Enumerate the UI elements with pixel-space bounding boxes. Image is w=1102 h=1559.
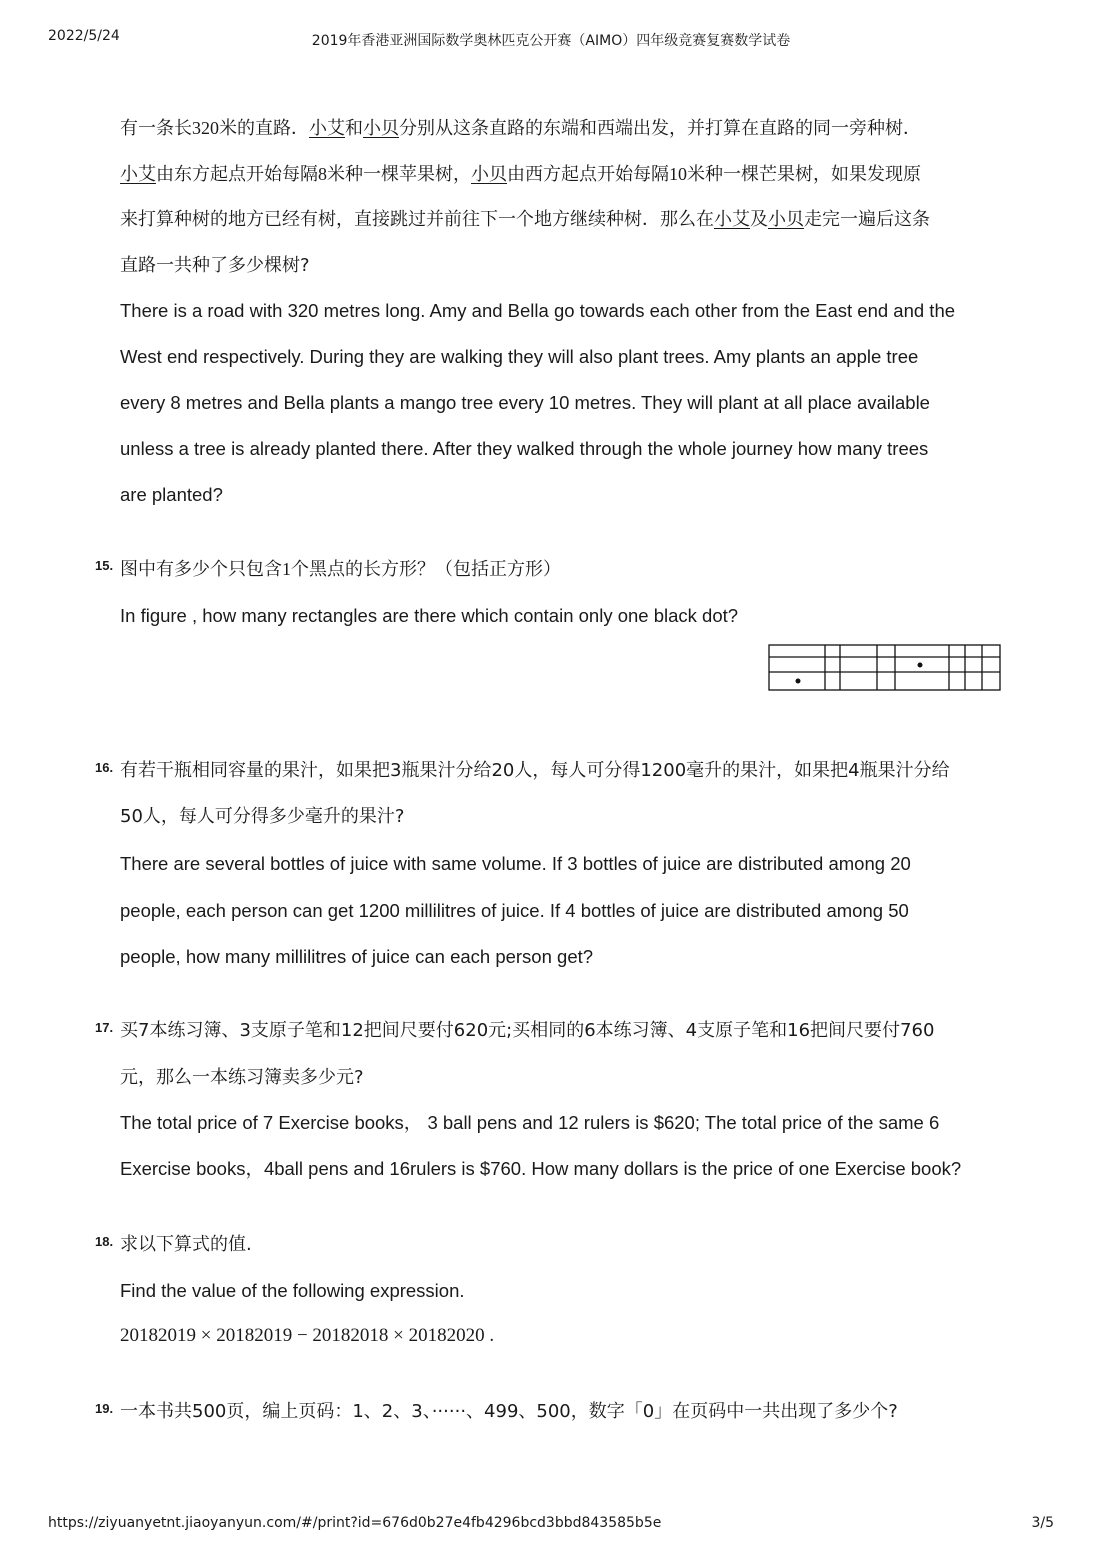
- q17-text: 买7本练习簿、3支原子笔和12把间尺要付620元;买相同的6本练习簿、4支原子笔和16把间尺要付760: [120, 1020, 935, 1041]
- q14-text: 由东方起点开始每隔: [156, 164, 318, 185]
- q16-zh-line-2: 50人，每人可分得多少毫升的果汁?: [120, 806, 405, 827]
- q14-text: 有一条长: [120, 118, 192, 139]
- q14-number: 320: [192, 118, 219, 138]
- q18-en: Find the value of the following expression.: [120, 1280, 465, 1301]
- q14-en-line-5: are planted?: [120, 484, 223, 505]
- q15-rectangle-grid-figure: [768, 644, 1004, 694]
- q19-zh: [95, 1400, 898, 1424]
- q17-zh-line-1: [95, 1019, 935, 1043]
- name-bella: 小贝: [768, 209, 804, 230]
- name-bella: 小贝: [363, 118, 399, 139]
- q17-zh-line-2: 元，那么一本练习簿卖多少元?: [120, 1067, 364, 1088]
- q16-en-line-3: people, how many millilitres of juice can each person get?: [120, 946, 594, 967]
- q14-text: 来打算种树的地方已经有树，直接跳过并前往下一个地方继续种树．那么在: [120, 209, 714, 230]
- q15-zh: [95, 557, 561, 582]
- q16-en-line-1: There are several bottles of juice with same volume. If 3 bottles of juice are distributed among 20: [120, 853, 911, 874]
- black-dot: [918, 663, 923, 668]
- q17-en-line-2: Exercise books，4ball pens and 16rulers is $760. How many dollars is the price of one Exercise book?: [120, 1158, 962, 1179]
- q15-number: 15.: [95, 558, 114, 573]
- q14-text: 走完一遍后这条: [804, 209, 930, 230]
- q14-zh-line-3: [120, 208, 930, 232]
- q16-zh-line-1: [95, 759, 950, 783]
- q14-text: 由西方起点开始每隔: [507, 164, 669, 185]
- q14-en-line-2: West end respectively. During they are walking they will also plant trees. Amy plants an apple tree: [120, 346, 919, 367]
- q14-zh-line-2: [120, 162, 921, 187]
- q16-number: 16.: [95, 760, 114, 775]
- q14-text: 和: [345, 118, 363, 139]
- q14-text: 分别从这条直路的东端和西端出发，并打算在直路的同一旁种树．: [399, 118, 921, 139]
- q19-number: 19.: [95, 1401, 114, 1416]
- print-date: 2022/5/24: [48, 28, 120, 44]
- q14-zh-line-4: 直路一共种了多少棵树?: [120, 255, 310, 276]
- q15-en: In figure , how many rectangles are there which contain only one black dot?: [120, 605, 739, 626]
- q14-zh-line-1: [120, 116, 921, 141]
- document-title: 2019年香港亚洲国际数学奥林匹克公开赛（AIMO）四年级竞赛复赛数学试卷: [311, 33, 791, 49]
- q14-number: 8: [318, 164, 327, 184]
- black-dot: [796, 679, 801, 684]
- q14-en-line-4: unless a tree is already planted there. After they walked through the whole journey how many trees: [120, 438, 929, 459]
- q14-text: 米种一棵苹果树，: [327, 164, 471, 185]
- q16-en-line-2: people, each person can get 1200 millilitres of juice. If 4 bottles of juice are distributed among 50: [120, 900, 909, 921]
- name-amy: 小艾: [120, 164, 156, 185]
- name-bella: 小贝: [471, 164, 507, 185]
- q14-number: 10: [669, 164, 687, 184]
- q14-en-line-1: There is a road with 320 metres long. Amy and Bella go towards each other from the East end and the: [120, 300, 956, 321]
- name-amy: 小艾: [309, 118, 345, 139]
- q15-text: 个黑点的长方形？（包括正方形）: [291, 559, 561, 580]
- q15-number-value: 1: [282, 559, 291, 579]
- page-url: https://ziyuanyetnt.jiaoyanyun.com/#/print?id=676d0b27e4fb4296bcd3bbd843585b5e: [48, 1515, 662, 1531]
- q16-text: 有若干瓶相同容量的果汁，如果把3瓶果汁分给20人，每人可分得1200毫升的果汁，如果把4瓶果汁分给: [120, 760, 950, 781]
- page-number: 3/5: [1031, 1515, 1054, 1531]
- q19-text: 一本书共500页，编上页码：1、2、3、······、499、500，数字「0」在页码中一共出现了多少个?: [120, 1401, 898, 1422]
- q18-expression: 20182019 × 20182019 − 20182018 × 20182020 .: [120, 1325, 495, 1346]
- q18-text: 求以下算式的值.: [120, 1234, 252, 1255]
- q18-number: 18.: [95, 1234, 114, 1249]
- q14-en-line-3: every 8 metres and Bella plants a mango tree every 10 metres. They will plant at all place available: [120, 392, 930, 413]
- q14-text: 米的直路．: [219, 118, 309, 139]
- q14-text: 米种一棵芒果树，如果发现原: [687, 164, 921, 185]
- q14-text: 及: [750, 209, 768, 230]
- name-amy: 小艾: [714, 209, 750, 230]
- q18-zh: [95, 1233, 252, 1257]
- q15-text: 图中有多少个只包含: [120, 559, 282, 580]
- q17-number: 17.: [95, 1020, 114, 1035]
- q17-en-line-1: The total price of 7 Exercise books， 3 ball pens and 12 rulers is $620; The total price of the same 6: [120, 1112, 940, 1133]
